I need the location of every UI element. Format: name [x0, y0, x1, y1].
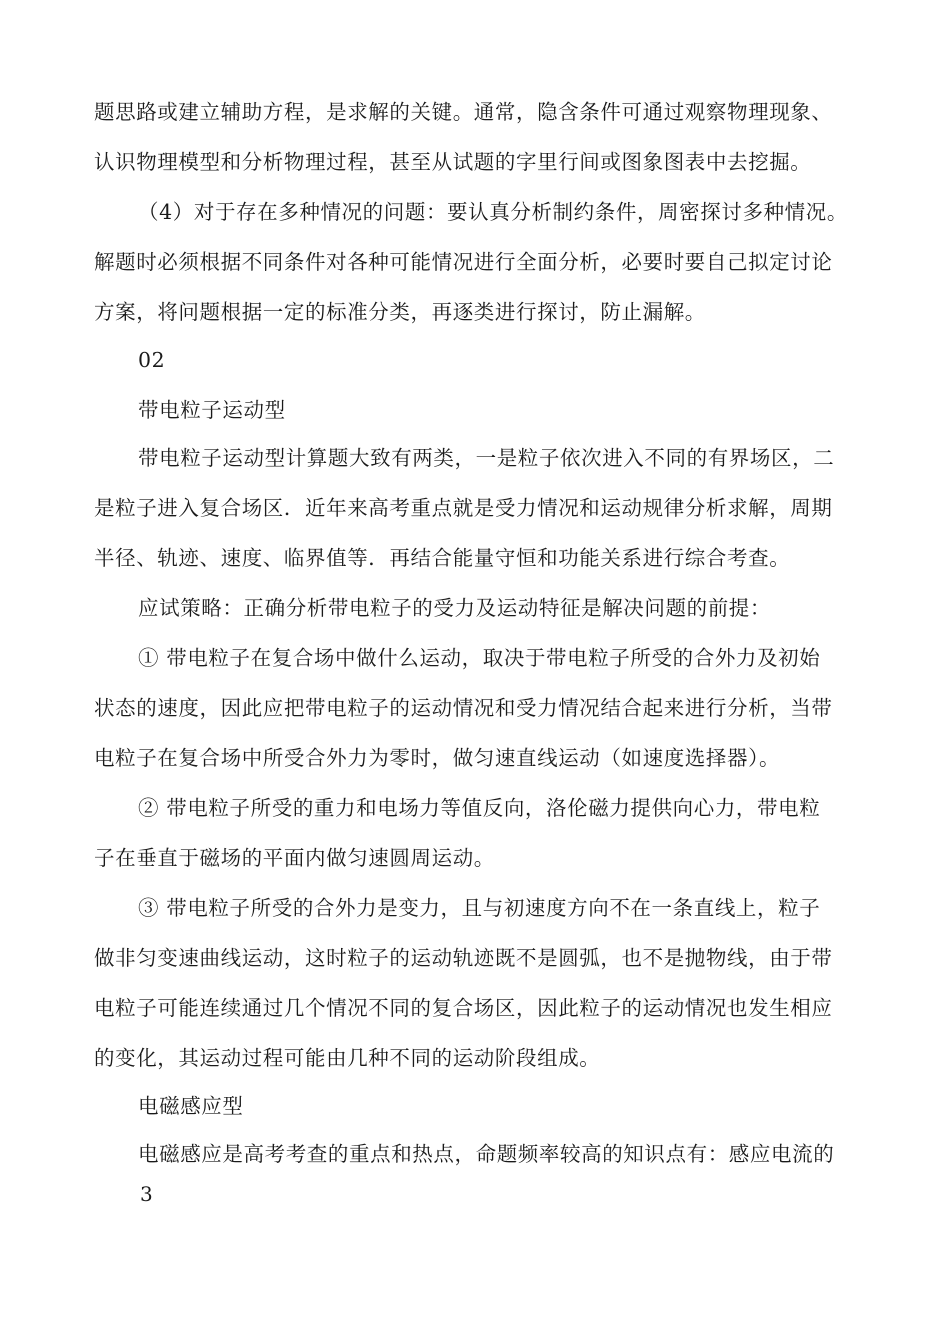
text-line: ① 带电粒子在复合场中做什么运动，取决于带电粒子所受的合外力及初始 — [138, 646, 821, 670]
text-line: 应试策略：正确分析带电粒子的受力及运动特征是解决问题的前提： — [138, 596, 771, 620]
text-line: 认识物理模型和分析物理过程，甚至从试题的字里行间或图象图表中去挖掘。 — [94, 150, 812, 174]
text-line: ③ 带电粒子所受的合外力是变力，且与初速度方向不在一条直线上，粒子 — [138, 896, 821, 920]
text-line: 半径、轨迹、速度、临界值等．再结合能量守恒和功能关系进行综合考查。 — [94, 546, 791, 570]
section-number: 02 — [138, 348, 166, 372]
text-line: 带电粒子运动型计算题大致有两类，一是粒子依次进入不同的有界场区，二 — [138, 446, 835, 470]
text-line: （4）对于存在多种情况的问题：要认真分析制约条件，周密探讨多种情况。 — [138, 200, 848, 224]
text-line: 题思路或建立辅助方程，是求解的关键。通常，隐含条件可通过观察物理现象、 — [94, 100, 833, 124]
section-heading: 电磁感应型 — [138, 1094, 244, 1118]
text-line: 电磁感应是高考考查的重点和热点，命题频率较高的知识点有：感应电流的 — [138, 1142, 835, 1166]
text-line: 状态的速度，因此应把带电粒子的运动情况和受力情况结合起来进行分析，当带 — [94, 696, 833, 720]
text-line: 方案，将问题根据一定的标准分类，再逐类进行探讨，防止漏解。 — [94, 300, 706, 324]
page-number: 3 — [140, 1182, 153, 1206]
text-line: 解题时必须根据不同条件对各种可能情况进行全面分析，必要时要自己拟定讨论 — [94, 250, 833, 274]
text-line: 是粒子进入复合场区．近年来高考重点就是受力情况和运动规律分析求解，周期 — [94, 496, 833, 520]
text-line: 做非匀变速曲线运动，这时粒子的运动轨迹既不是圆弧，也不是抛物线，由于带 — [94, 946, 833, 970]
text-line: 的变化，其运动过程可能由几种不同的运动阶段组成。 — [94, 1046, 601, 1070]
text-line: 子在垂直于磁场的平面内做匀速圆周运动。 — [94, 846, 495, 870]
section-heading: 带电粒子运动型 — [138, 398, 286, 422]
text-line: 电粒子可能连续通过几个情况不同的复合场区，因此粒子的运动情况也发生相应 — [94, 996, 833, 1020]
text-line: ② 带电粒子所受的重力和电场力等值反向，洛伦磁力提供向心力，带电粒 — [138, 796, 821, 820]
text-line: 电粒子在复合场中所受合外力为零时，做匀速直线运动（如速度选择器）。 — [94, 746, 781, 770]
